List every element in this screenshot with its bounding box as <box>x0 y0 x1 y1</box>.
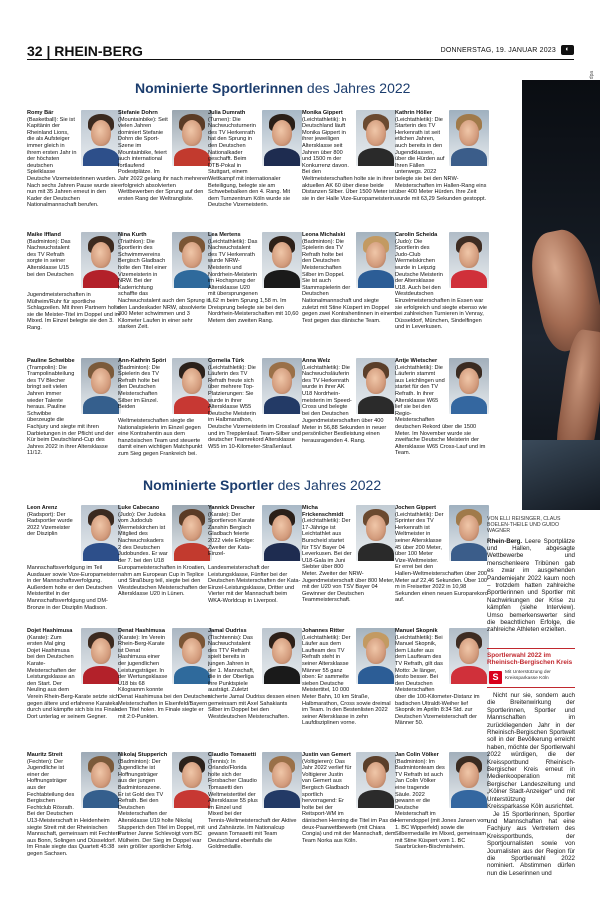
nominee-description: (Judo): Der Judoka vom Judoclub Wermelskirchen ist Mitglied des Nachwuchskaders 2 des Deutschen Judobundes. Er war der 7. bei den U18 Europameisterschaften in Kroatien, nahm am European Cup in Teplice und Straßburg teil, siegte bei den Westdeutschen Meisterschaften der Altersklasse U20 in Lünen. <box>118 511 208 598</box>
nominee-description: (Trampolin): Die Trampolinabteilung des TV Blecher bringt seit vielen Jahren immer wieder Talente heraus. Pauline Schwibbe überzeugte die Fachjury und siegte mit ihren Darbietungen in der Pflicht und der Kür beim Deutschland-Cup des Jahres 2022 in ihrer Altersklasse 11/12. <box>27 364 114 457</box>
nominee-description: (Leichtathletik): Der Läufer aus dem Laufteam des TV Refrath steht in seiner Altersklasse Männer 55 ganz oben: Er sammelte sieben Deutsche Meistertitel, 10 000 Meter Bahn, 10 km Straße, Halbmarathon, Cross sowie dreimal im Team. In den Bestenlisten 2022 seiner Altersklasse in zehn Laufdisziplinen vorne. <box>302 634 391 727</box>
nominee-photo <box>81 232 121 288</box>
nominee-name: Jamal Oudriss <box>208 628 247 634</box>
nominee-name: Cornelia Türk <box>208 358 245 364</box>
nominee-name: Kathrin Höller <box>395 110 432 116</box>
nominee-name: Ann-Kathrin Spöri <box>118 358 167 364</box>
nominee-name: Stefanie Dohrn <box>118 110 158 116</box>
nominee-photo <box>172 110 212 166</box>
nominee-photo <box>172 232 212 288</box>
nominee-name: Leona Michalski <box>302 232 346 238</box>
nominee-name: Mauritz Streit <box>27 752 63 758</box>
article-paragraph-2: Nicht nur sie, sondern auch die Breitenwirkung der Sportlerinnen, Sportler und Mannschaften im zurückliegenden Jahr in der Rheinisch-Bergischen Sportwelt soll in der Bevölkerung erreicht haben, möchte der Sportlerwahl 2022 würdigen, die der Kreissportbund Rheinisch-Bergischer Kreis erneut in Medienkooperation mit Bergischer Landeszeitung und „Kölner Stadt-Anzeiger“ und mit Unterstützung der Kreissparkasse Köln ausrichtet. <box>487 692 575 811</box>
nominee-photo <box>356 232 396 288</box>
athlete-photo <box>522 80 600 510</box>
nominee-description: (Badminton): Das Nachwuchstalent des TV Refrath sorgte in seiner Altersklasse U15 bei den Deutschen Jugendmeisterschaften in Mülheim/Ruhr für sportliche Schlagzeilen. Mit ihren Partnern holte sie die Meister-Titel im Doppel und im Mixed. Im Einzel belegte sie den 3. Rang. <box>27 238 121 331</box>
nominee-name: Nina Kurth <box>118 232 147 238</box>
article-paragraph-3: Je 15 Sportlerinnen, Sportler und Mannschaften hat eine Fachjury aus Vertretern des Kreissportbunds, der Sportjournalisten sowie von Journalisten aus der Region für die Sportlerwahl 2022 nominiert. Abstimmen dürfen nun die Leserinnen und <box>487 810 575 877</box>
nominee-photo <box>356 358 396 414</box>
nominee-description: (Radsport): Der Radsportler wurde 2022 Vizemeister der Disziplin Mannschaftsverfolgung im Teil Ausdauer sowie Vize-Europameister in der Mannschaftsverfolgung. Außerdem holte er den Deutschen Meistertitel in der Mannschaftsverfolgung und DM-Bronze in der Disziplin Madison. <box>27 511 118 611</box>
nominee-description: (Leichtathletik): Der 17-Jährige ist Leichtathlet aus Burscheid startet für TSV Bayer 04 Leverkusen. Bei der U18-Gala im Juni Siebter über 800 Meter. Zweiter der NRW-Jugendmeisterschaft über 800 Meter, mit der U20 von TSV Bayer 04 Gewinner der Deutschen Teammeisterschaft. <box>302 518 395 604</box>
nominee-description: (Mountainbike): Seit vielen Jahren dominiert Stefanie Dohrn die Sport-Szene im Mountainbike, feiert auch international fortlaufend Podestplätze. Im Jahr 2022 gelang ihr nach mehreren erfolgreich absolvierten Wettbewerben der Sprung auf den ersten Rang der Weltrangliste. <box>118 116 209 202</box>
nominee-photo <box>449 110 489 166</box>
nominee-description: (Leichtathletik): Die Läuferin stammt aus Leichlingen und startet für den TV Refrath. In ihrer Altersklasse W65 lief sie bei den Regio-Meisterschaften deutschen Rekord über die 1500 Meter. Im November wurde sie zweifache Deutsche Meisterin der Altersklasse W65 Cross-Lauf und im Team. <box>395 364 486 457</box>
nominee-photo <box>356 110 396 166</box>
nominee-name: Dojet Hashimusa <box>27 628 73 634</box>
nominee-description: (Judo): Die Sportlerin des Judo-Club Wermelskirchen wurde in Leipzig Deutsche Meisterin der Altersklasse U18. Auch bei den Westdeutschen Einzelmeisterschaften in Essen war sie erfolgreich und siegte ebenso wie bei zahlreichen Turnieren in Venray, Düsseldorf, München, Sindelfingen und in Leverkusen. <box>395 238 488 331</box>
nominee-description: (Karate): Zum ersten Mal ging Dojet Hashimusa bei den Deutschen Karate-Meisterschaften der Leistungsklasse an den Start. Der Neuling aus dem Verein Rhein-Berg-Karate setzte sich gegen ältere und erfahrene Karateka durch und kämpfte sich bis ins Finale. Dort unterlag er seinem Gegner. <box>27 634 121 720</box>
nominee-photo <box>262 505 302 561</box>
nominee-photo <box>356 628 396 684</box>
nominee-name: Micha Frickenschmidt <box>302 505 344 518</box>
sparkasse-logo-icon: S <box>489 671 502 684</box>
nominee-photo <box>81 110 121 166</box>
page-header <box>27 44 574 60</box>
nominee-photo <box>81 628 121 684</box>
nominee-name: Nikolaj Stupperich <box>118 752 168 758</box>
nominee-description: (Badminton): Die Spielerin des TV Refrath holte bei den Deutschen Meisterschaften Silber im Einzel. Beiden Weltmeisterschaften siegte die Nationalspielerin im Einzel gegen eine Kontrahentin aus dem französischen Team und steuerte damit einen wichtigen Matchpunkt zum Sieg gegen Frankreich bei. <box>118 364 203 457</box>
nominee-name: Claudio Tomasetti <box>208 752 257 758</box>
nominee-description: (Leichtathletik): Die Starterin des TV Herkenrath ist seit etlichen Jahren, auch bereits in den Jugendklassen, über die Hürden auf Ihren Fällen unterwegs. 2022 belegte sie bei den NRW-Meisterschaften im Hallen-Rang eins über 400 Meter Hürden. Ihre Zeit wurde mit 63,29 Sekunden gestoppt. <box>395 116 487 202</box>
nominee-photo <box>262 628 302 684</box>
nominee-name: Denat Hashimusa <box>118 628 165 634</box>
nominee-photo <box>172 505 212 561</box>
nominee-photo <box>81 752 121 808</box>
nominee-photo <box>356 505 396 561</box>
nominee-name: Jochen Gippert <box>395 505 437 511</box>
issue-date: DONNERSTAG, 19. JANUAR 2023 <box>440 47 556 54</box>
nominee-description: (Karate): Im Verein Rhein-Berg-Karate ist Denat Hashimusa einer der jugendlichen Leistungsträger. In der Wertungsklasse U18 bis 68 Kilogramm konnte Denat Hashimusa bei den Deutschen Meisterschaften in Elsenfeld/Bayern den Titel holen. Im Finale siegte er mit 2:0-Punkten. <box>118 634 211 720</box>
nominee-photo <box>172 358 212 414</box>
nominee-name: Julia Dumrath <box>208 110 246 116</box>
nominee-description: (Leichtathletik): Der Sprinter des TV Herkenrath ist Weltmeister in seiner Altersklasse 45 über 200 Meter, über 100 Meter Vize-Weltmeister. Er errei bei den Hallen-Weltmeisterschaften über 200 Meter auf 22,46 Sekunden. Über 100 m in Freisetter 2022 in 10,98 Sekunden einen neuen Europarekord auf. <box>395 511 488 604</box>
nominee-name: Pauline Schwibbe <box>27 358 75 364</box>
nominee-name: Carolin Scheida <box>395 232 438 238</box>
nominee-name: Lea Mertens <box>208 232 241 238</box>
nominee-description: (Leichtathletik): Die Nachwuchsläuferin des TV Herkenrath wurde in ihrer AK U18 Nordrhein-meisterin im Speed-Cross und belegte bei den Deutschen Jugendmeisterschaften über 400 Meter in 56,88 Sekunden in neuer persönlicher Bestleistung einen herausragenden 4. Rang. <box>302 364 387 444</box>
nominee-description: (Voltigieren): Das Jahr 2022 verlief für Voltigierer Justin van Gemert aus Bergisch Gladbach sportlich hervorragend: Er holte bei der Reitsport-WM im dänischen Herning die Titel im Pas de deux-Paarwettbewerb (mit Chiara Congia) und mit der Mannschaft, dem Team Norka aus Köln. <box>302 758 396 844</box>
nominee-description: (Basketball): Sie ist Kapitänin der Rheinland Lions, die als Aufsteiger immer gleich in ihrem ersten Jahr in der höchsten deutschen Spielklasse Deutsche Vizemeisterinnen wurden. Nach sechs Jahren Pause wurde sie nun mit 35 Jahren erneut in den Kader der Deutschen Nationalmannschaft berufen. <box>27 116 118 209</box>
nominee-photo <box>449 358 489 414</box>
nominee-name: Maike Iffland <box>27 232 61 238</box>
nominee-description: (Badminton): Die Spielerin des TV Refrath holte bei den Deutschen Meisterschaften Silber im Doppel. Sie ist auch Stammspielerin der Deutschen Nationalmannschaft und siegte zuletzt mit Stine Küspert im Doppel gegen zwei Kontrahentinnen in einem Test gegen das dänische Team. <box>302 238 396 324</box>
nominee-name: Anna Welz <box>302 358 331 364</box>
nominee-photo <box>449 232 489 288</box>
nominee-name: Jan Colin Völker <box>395 752 439 758</box>
nominee-description: (Badminton): Im Badmintonteam des TV Refrath ist auch Jan Colin Völker eine tragende Säule. 2022 gewann er die Deutsche Meisterschaft im Herrendoppel (mit Jones Jansen vom 1. BC Wipperfeld) sowie die Silbermedaille im Mixed, gemeinsam mit Stine Küspert vom 1. BC Saarbrücken-Bischmisheim. <box>395 758 488 851</box>
men-section-title: Nominierte Sportler des Jahres 2022 <box>143 477 382 493</box>
nominee-photo <box>262 232 302 288</box>
nominee-name: Romy Bär <box>27 110 54 116</box>
nominee-name: Antje Wietscher <box>395 358 438 364</box>
badge-subtitle: Mit Unterstützung der Kreissparkasse Köln <box>505 670 551 681</box>
sportlerwahl-badge <box>487 648 575 688</box>
nominee-description: (Fechten): Der Jugendliche ist einer der Hoffnungsträger aus der Fechtabteilung des Bergischen Fechtclub Rösrath. Bei der Deutschen U13-Meisterschaft in Heidenheim siegte Streit mit der Rheinischen Mannschaft, gemeinsam mit Fechtern aus Bonn, Solingen und Düsseldorf. Im Finale siegte das Quartett 45:38 gegen Sachsen. <box>27 758 121 857</box>
nominee-photo <box>172 752 212 808</box>
nominee-photo <box>449 505 489 561</box>
nominee-name: Justin van Gemert <box>302 752 351 758</box>
nominee-name: Yannick Drescher <box>208 505 255 511</box>
article-intro <box>487 516 575 634</box>
women-section-title: Nominierte Sportlerinnen des Jahres 2022 <box>135 80 411 96</box>
nominee-description: (Tischtennis): Das Nachwuchstalent des TTV Refrath spielt bereits in jungen Jahren in der 1. Mannschaft, die in der Oberliga ihre Punktspiele austrägt. Zuletzt sicherte Jamal Oudriss dessen einen gemeinsam mit Axel Sahakiants Silber im Doppel bei den Westdeutschen Meisterschaften. <box>208 634 300 720</box>
nominee-name: Manuel Skopnik <box>395 628 438 634</box>
article-authors: VON ELLI REISINGER, CLAUS BOELEN-THEILE UND GUIDO WAGNER <box>487 516 561 535</box>
badge-title: Sportlerwahl 2022 im Rheinisch-Bergischen Kreis <box>487 652 573 666</box>
nominee-photo <box>262 358 302 414</box>
nominee-photo <box>81 505 121 561</box>
nominee-description: (Tennis): In Orlando/Florida holte sich der Forsbacher Claudio Tomasetti den Weltmeistertitel der Altersklasse 55 plus im Einzel und Mixed bei der Tennis-Weltmeisterschaft der Aktive und Zahnärzte. Im Nationalcup gewann Tomasetti mit Team Deutschland ebenfalls die Goldmedaille. <box>208 758 297 851</box>
nominee-description: (Leichtathletik): Das Nachwuchstalent des TV Herkenrath wurde NRW-Meisterin und Nordrhein-Meisterin im Hochsprung der Altersklasse U20 mit übersprungenen 1,62 m beim Sprung 1,58 m. Im Dreisprung belegte sie bei den Nordrhein-Meisterschaften mit 10,60 Metern den zweiten Rang. <box>208 238 299 324</box>
nominee-description: (Badminton): Der Jugendliche ist Hoffnungsträger aus der jungen Badmintonszene. Er ist Gold des TV Refrath. Bei den Deutschen Meisterschaften der Altersklasse U19 holte Nikolaj Stupperich den Titel im Doppel, mit Partner Janne Schlevoigt vom BC Mülheim. Der Sieg im Doppel war sein größter sportlicher Erfolg. <box>118 758 205 851</box>
nominee-description: (Leichtathletik): Bei Manuel Skopnik, dem Läufer aus dem Laufteam des TV Refrath, gilt das Motto: Je länger, desto besser. Bei den Deutschen Meisterschaften über die 100-Kilometer-Distanz im badischen Ultraldt-Weiher lief Skopnik im Aprilin 8:34 Std. zur Deutschen Vizemeisterschaft der Männer 50. <box>395 634 480 727</box>
nominee-name: Luke Cabecano <box>118 505 160 511</box>
nominee-photo <box>172 628 212 684</box>
nominee-photo <box>81 358 121 414</box>
nominee-photo <box>262 752 302 808</box>
nominee-description: (Turnen): Die Nachwuchsturnerin des TV Herkenrath hat den Sprung in den Deutschen Nationalkader geschafft. Beim DTB-Pokal in Stuttgart, einem Wettkampf mit internationaler Beteiligung, belegte sie am Schwebebalken den 4. Rang. Mit dem Turnzentrum Köln wurde sie Deutsche Vizemeisterin. <box>208 116 291 209</box>
nominee-name: Leon Arenz <box>27 505 58 511</box>
article-paragraph: Rhein-Berg. Leere Sportplätze und Hallen, abgesagte Wettbewerbe und menschenleere Tribünen gab es zwar im ausgehenden Pandemiejahr 2022 kaum noch – trotzdem hatten zahlreiche Sportlerinnen und Sportler mit Nachwirkungen der Krise zu kämpfen (siehe Interview). Umso bemerkenswerter sind die beachtlichen Erfolge, die zahlreiche Athleten erzielten. <box>487 537 575 634</box>
nominee-name: Monika Gippert <box>302 110 343 116</box>
nominee-description: (Leichtathletik): In Deutschland läuft Monika Gippert in ihrer jeweiligen Altersklasse seit Jahren über 800 und 1500 m der Konkurrenz davon. Bei den Weltmeisterschaften holte sie in ihrer aktuellen AK 60 über diese beide Distanzen Silber. Über 1500 Meter ist sie in der Halle Vize-Europameisterin. <box>302 116 396 202</box>
nominee-description: (Triathlon): Die Sportlerin des Schwimmvereins Bergisch Gladbach holte den Titel einer Vizemeisterin in NRW. Bei der Kaderrichtung schaffte das Nachwuchstalent auch den Sprung in den Landeskader NRW, absolvierte 300 Meter schwimmen und 3 Kilometer Laufen in einer sehr starken Zeit. <box>118 238 211 331</box>
nominee-photo <box>262 110 302 166</box>
article-continuation <box>487 692 575 877</box>
nominee-name: Johannes Ritter <box>302 628 345 634</box>
nominee-description: (Leichtathletik): Die Läuferin des TV Refrath freute sich über mehrere Top-Platzierungen: Sie wurde in ihrer Altersklasse W55 Deutsche Meisterin im Halbmarathon, Deutsche Vizemeisterin im Crosslauf und im Trepplenlauf. Team-Silber und deutscher Teamrekord Altersklasse W55 im 10-Kilometer-Straßenlauf. <box>208 364 301 450</box>
page-number-section: 32 | RHEIN-BERG <box>27 43 143 59</box>
newspaper-logo-icon: ◐ <box>561 45 574 55</box>
nominee-description: (Karate): Der Sportlervon Karate Zanshin Bergisch Gladbach feierte 2022 viele Erfolge: Zweiter der Kata-Einzel-Landesmeisterschaft der Leistungsklasse, Fünfter bei der Deutschen Meisterschaften der Kata-Einzel-Leistungsklasse, Dritter und Vierter mit der Mannschaft beim WKA-Worldcup in Liverpool. <box>208 511 301 604</box>
nominee-photo <box>449 628 489 684</box>
nominee-photo <box>449 752 489 808</box>
nominee-photo <box>356 752 396 808</box>
